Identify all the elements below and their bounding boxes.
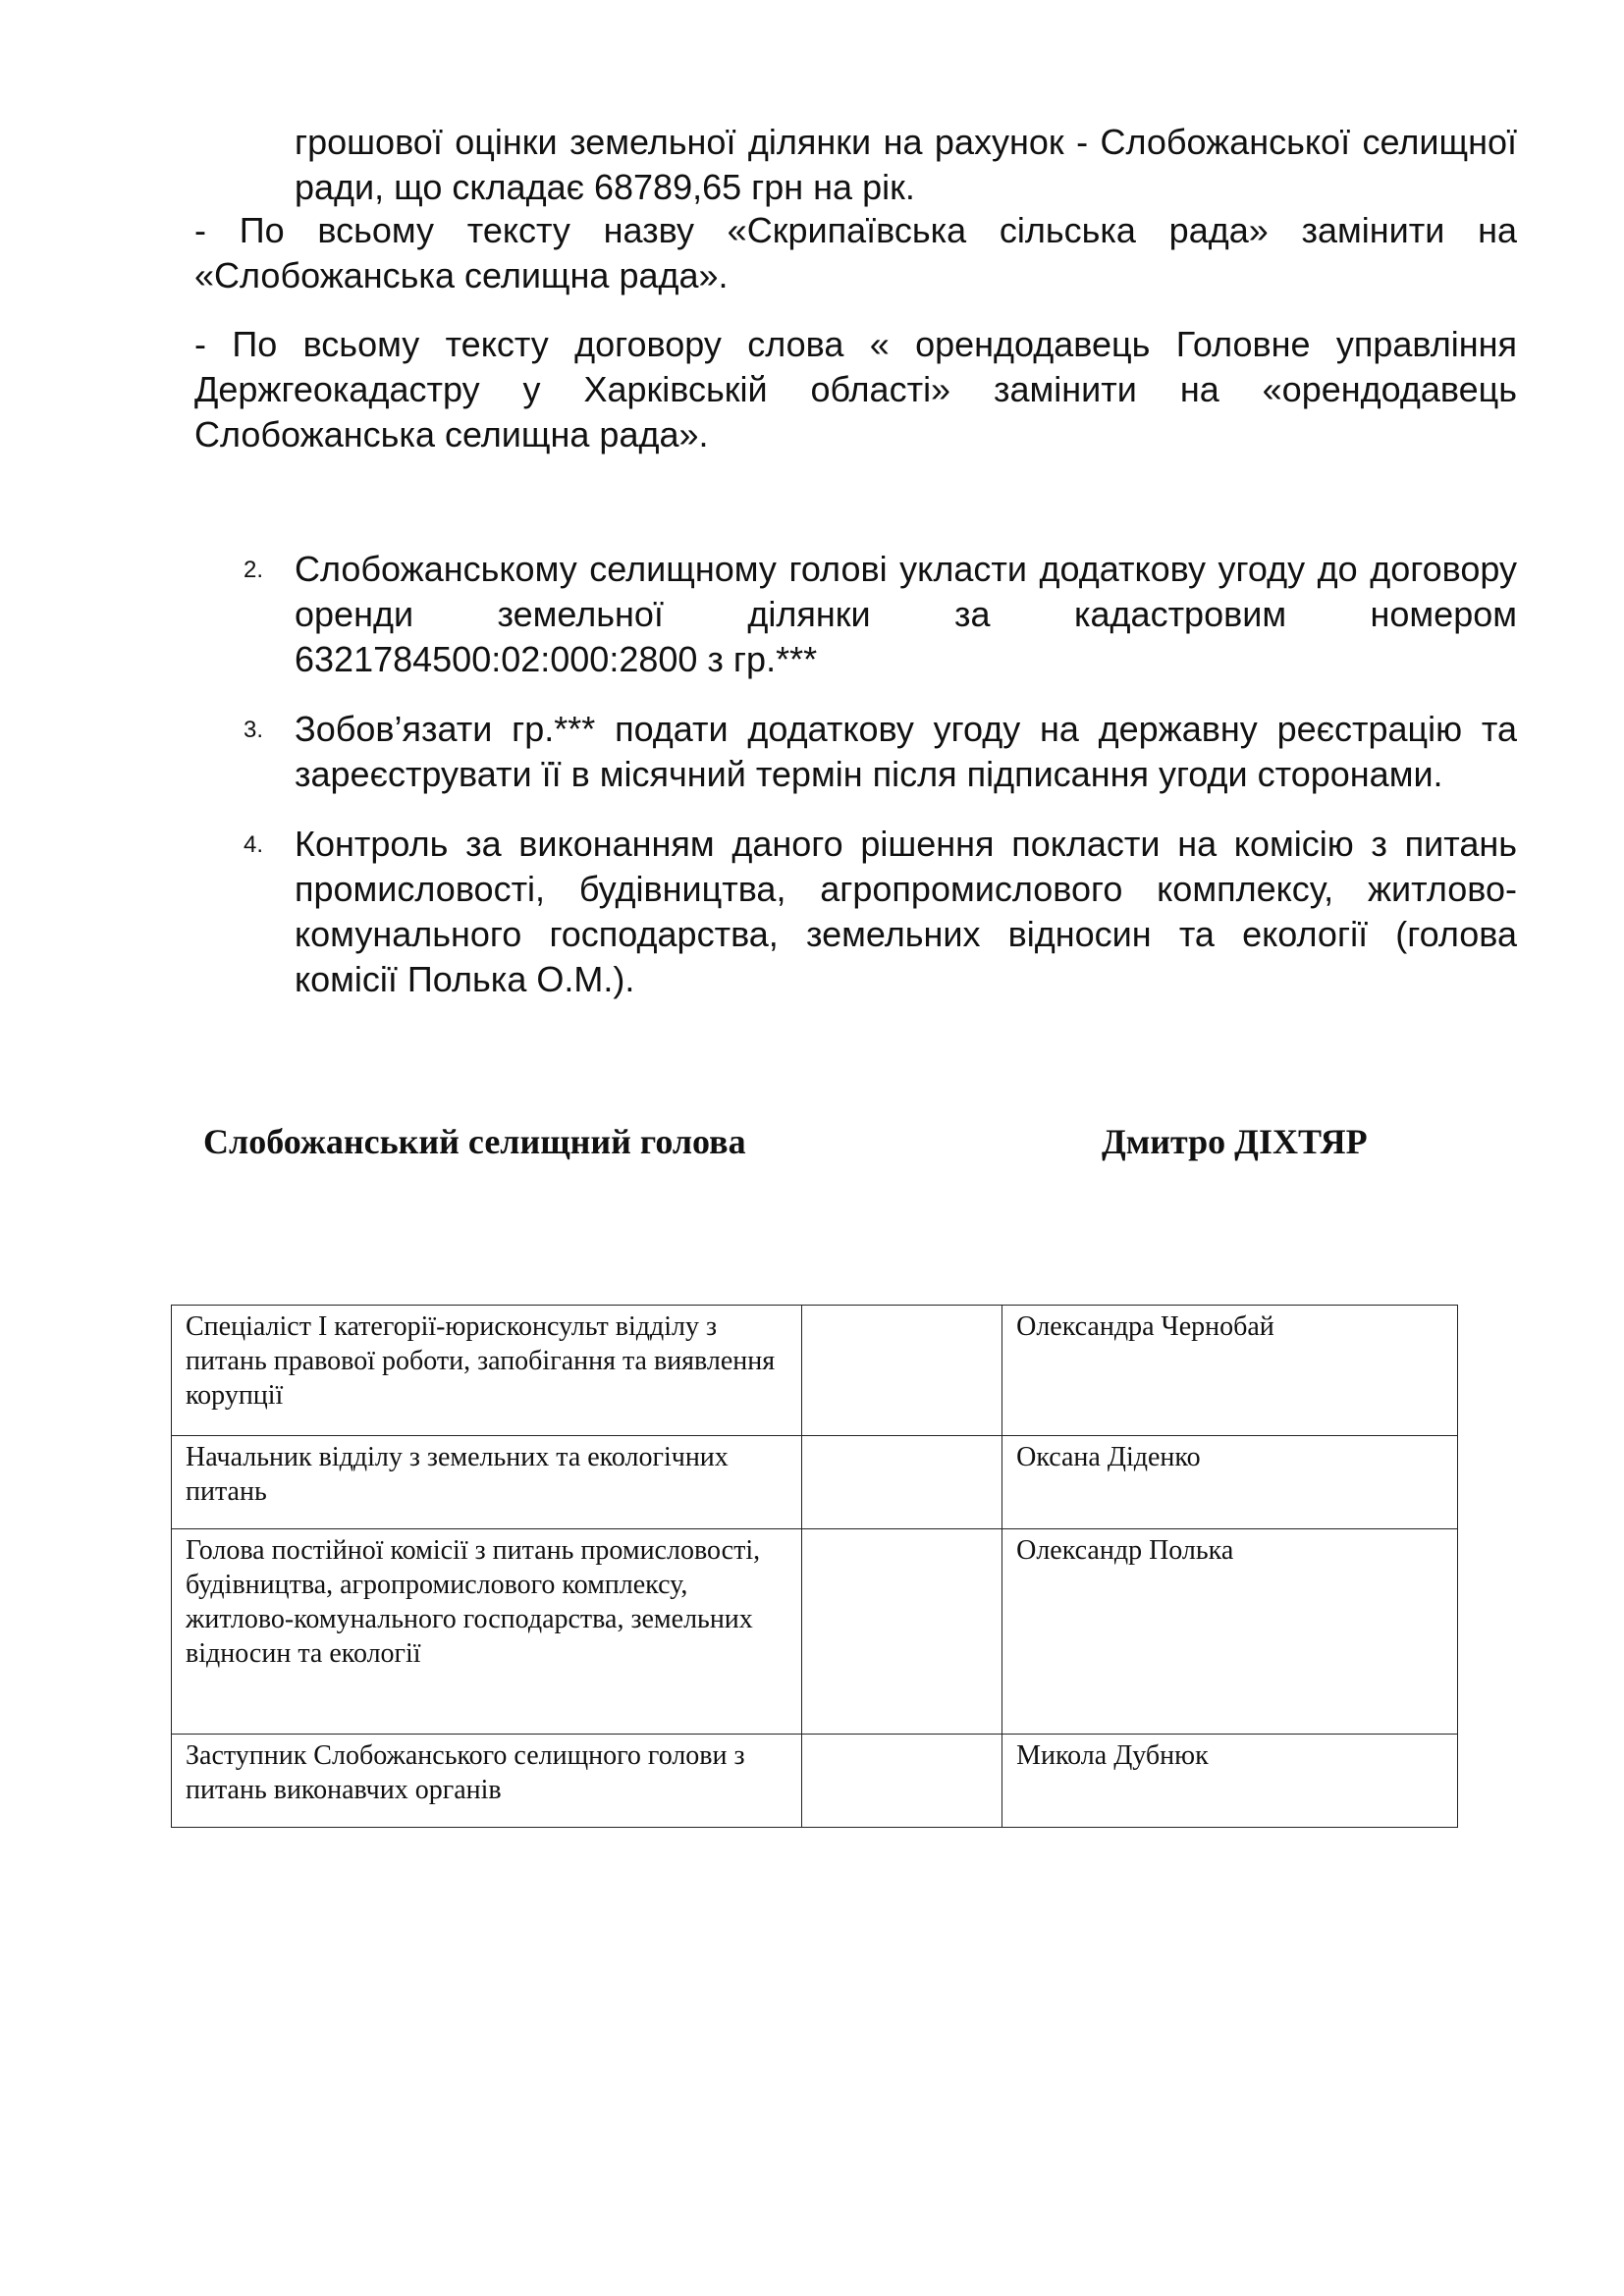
approval-role: Начальник відділу з земельних та екологічних питань: [172, 1436, 802, 1529]
approval-role: Голова постійної комісії з питань промисловості, будівництва, агропромислового комплексу, житлово-комунального господарства, земельних відносин та екології: [172, 1529, 802, 1735]
paragraph-continuation: грошової оцінки земельної ділянки на рахунок - Слобожанської селищної ради, що складає 68789,65 грн на рік.: [295, 122, 1517, 207]
approval-name: Микола Дубнюк: [1002, 1735, 1458, 1828]
paragraph-rename-council: - По всьому тексту назву «Скрипаївська сільська рада» замінити на «Слобожанська селищна рада».: [194, 210, 1517, 295]
approval-name: Оксана Діденко: [1002, 1436, 1458, 1529]
table-row: [172, 1306, 1458, 1436]
approval-role: Заступник Слобожанського селищного голови з питань виконавчих органів: [172, 1735, 802, 1828]
approval-name: Олександр Полька: [1002, 1529, 1458, 1735]
signature-position: Слобожанський селищний голова: [203, 1122, 746, 1161]
table-row: [172, 1529, 1458, 1735]
approvals-table: [171, 1305, 1458, 1828]
approval-signature-cell: [802, 1306, 1002, 1436]
approval-signature-cell: [802, 1735, 1002, 1828]
approval-role: Спеціаліст І категорії-юрисконсульт відділу з питань правової роботи, запобігання та виявлення корупції: [172, 1306, 802, 1436]
table-row: [172, 1735, 1458, 1828]
list-item: [194, 707, 1517, 797]
signature-name: Дмитро ДІХТЯР: [1102, 1122, 1368, 1161]
list-item-number: 3.: [244, 717, 264, 743]
list-item-number: 4.: [244, 831, 264, 858]
approval-signature-cell: [802, 1529, 1002, 1735]
list-item-text: Контроль за виконанням даного рішення покласти на комісію з питань промисловості, будівництва, агропромислового комплексу, житлово-комунального господарства, земельних відносин та екології (голова комісії Полька О.М.).: [295, 824, 1517, 999]
table-row: [172, 1436, 1458, 1529]
paragraph-rename-lessor: - По всьому тексту договору слова « орендодавець Головне управління Держгеокадастру у Харківській області» замінити на «орендодавець Слобожанська селищна рада».: [194, 324, 1517, 454]
approval-name: Олександра Чернобай: [1002, 1306, 1458, 1436]
list-item-text: Зобов’язати гр.*** подати додаткову угоду на державну реєстрацію та зареєструвати її в місячний термін після підписання угоди сторонами.: [295, 709, 1517, 794]
approval-signature-cell: [802, 1436, 1002, 1529]
list-item-text: Слобожанському селищному голові укласти додаткову угоду до договору оренди земельної ділянки за кадастровим номером 6321784500:02:000:2800 з гр.***: [295, 549, 1517, 679]
list-item: [194, 547, 1517, 682]
list-item: [194, 822, 1517, 1002]
list-item-number: 2.: [244, 557, 264, 583]
